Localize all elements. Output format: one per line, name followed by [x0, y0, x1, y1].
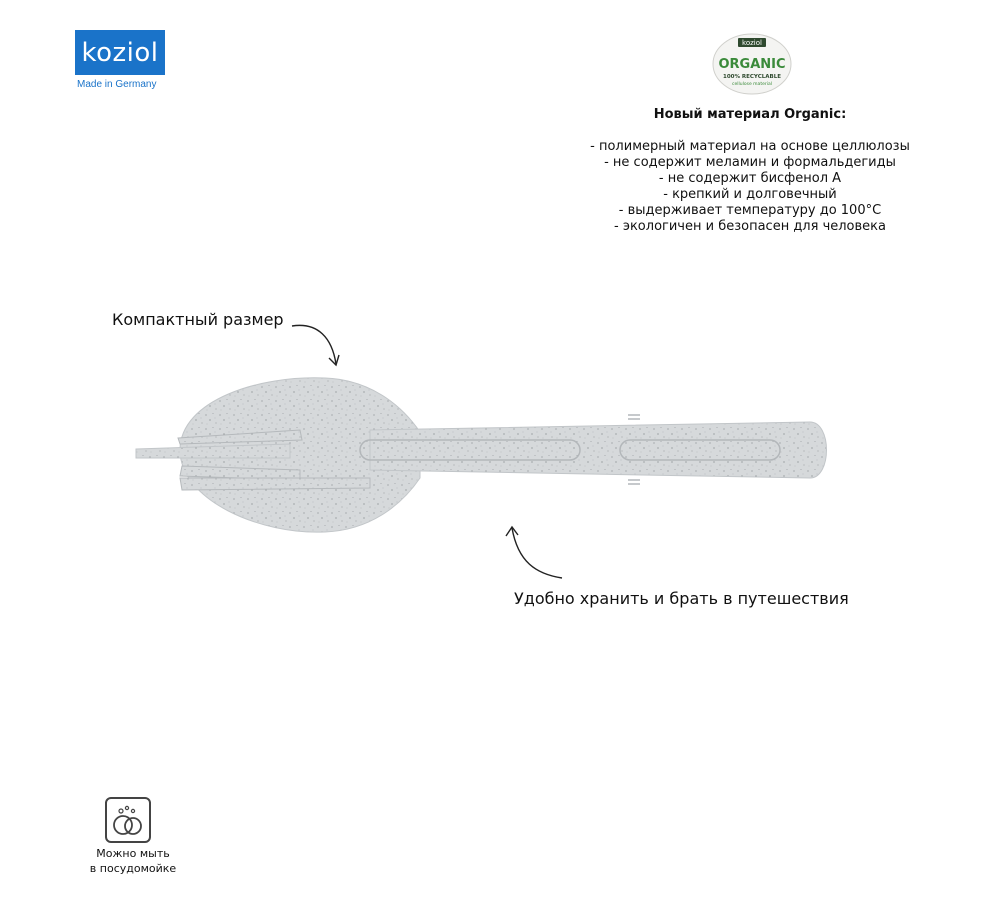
material-feature: - не содержит меламин и формальдегиды: [604, 155, 896, 170]
material-description: [580, 107, 920, 235]
compact-size-callout: Компактный размер: [112, 310, 284, 329]
cutlery-set-illustration: [120, 370, 840, 540]
material-feature: - выдерживает температуру до 100°С: [618, 203, 882, 218]
dishwasher-label: [78, 846, 188, 876]
seal-organic-text: ORGANIC: [718, 57, 786, 72]
organic-seal-icon: [711, 32, 793, 96]
material-feature-list: [580, 139, 920, 235]
made-in-label: Made in Germany: [77, 79, 157, 90]
seal-cellulose-text: cellulose material: [732, 82, 772, 87]
seal-recyclable-text: 100% RECYCLABLE: [723, 74, 781, 80]
travel-callout: Удобно хранить и брать в путешествия: [514, 589, 849, 608]
dishwasher-label-line: в посудомойке: [89, 862, 177, 875]
seal-brand-text: koziol: [742, 39, 762, 47]
material-feature: - экологичен и безопасен для человека: [614, 219, 886, 234]
material-feature: - полимерный материал на основе целлюлозы: [590, 139, 910, 154]
dishwasher-icon: [105, 797, 151, 843]
brand-logo-text: koziol: [81, 37, 159, 68]
compact-arrow-icon: [288, 318, 348, 373]
material-feature: - крепкий и долговечный: [663, 187, 837, 202]
dishwasher-label-line: Можно мыть: [96, 847, 170, 860]
brand-logo: [75, 30, 165, 75]
material-title: Новый материал Organic:: [653, 107, 847, 122]
material-feature: - не содержит бисфенол А: [658, 171, 842, 186]
